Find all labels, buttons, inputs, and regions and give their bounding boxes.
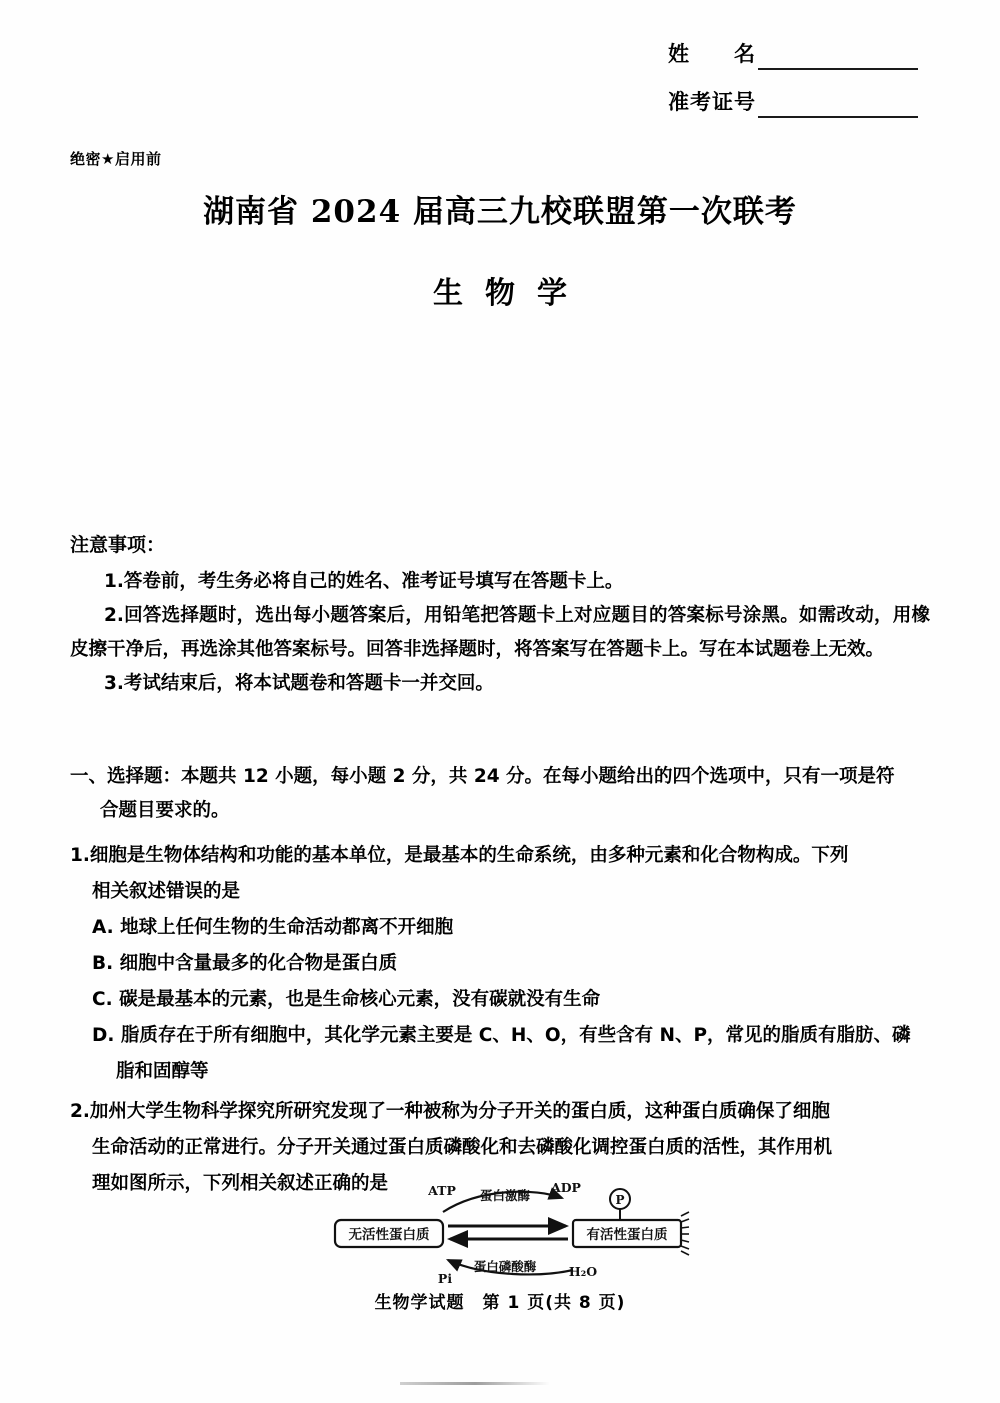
option-a-text: 地球上任何生物的生命活动都离不开细胞 [120, 917, 454, 938]
question-1 [70, 838, 932, 1090]
instructions-block [70, 530, 930, 701]
option-a-label: A. [92, 917, 114, 938]
question-1-stem-line-1: 细胞是生物体结构和功能的基本单位，是最基本的生命系统，由多种元素和化合物构成。下列 [89, 845, 849, 866]
question-2-stem-line-3: 理如图所示，下列相关叙述正确的是 [92, 1173, 389, 1194]
instruction-item-2: 2.回答选择题时，选出每小题答案后，用铅笔把答题卡上对应题目的答案标号涂黑。如需改动，用橡皮擦干净后，再选涂其他答案标号。回答非选择题时，将答案写在答题卡上。写在本试题卷上无效。 [70, 605, 930, 660]
section-heading-multiple-choice [70, 760, 932, 828]
option-d-label: D. [92, 1025, 115, 1046]
pi-label: Pi [437, 1271, 453, 1286]
page-title: 湖南省 2024 届高三九校联盟第一次联考 [203, 194, 797, 230]
exam-id-field-blank[interactable] [758, 92, 918, 118]
adp-label: ADP [551, 1182, 581, 1195]
water-label: H₂O [568, 1264, 598, 1279]
question-2-stem-line-1: 加州大学生物科学探究所研究发现了一种被称为分子开关的蛋白质，这种蛋白质确保了细胞 [89, 1101, 830, 1122]
secrecy-notice: 绝密★启用前 [70, 150, 162, 168]
option-d-text-cont: 脂和固醇等 [116, 1061, 209, 1082]
inactive-protein-label: 无活性蛋白质 [348, 1227, 430, 1243]
option-b-label: B. [92, 953, 114, 974]
question-1-stem [70, 838, 932, 910]
question-1-number: 1. [70, 845, 90, 866]
active-protein-fringe [681, 1212, 689, 1255]
protein-phosphatase-label: 蛋白磷酸酶 [473, 1259, 537, 1274]
question-2-number: 2. [70, 1101, 90, 1122]
active-protein-label: 有活性蛋白质 [586, 1227, 668, 1243]
instruction-item-3: 3.考试结束后，将本试题卷和答题卡一并交回。 [104, 673, 494, 694]
name-field-row [588, 38, 918, 70]
question-1-option-b[interactable] [70, 946, 932, 982]
instruction-item-1: 1.答卷前，考生务必将自己的姓名、准考证号填写在答题卡上。 [104, 571, 624, 592]
phosphate-label: P [615, 1193, 625, 1207]
option-c-label: C. [92, 989, 113, 1010]
protein-kinase-label: 蛋白激酶 [479, 1188, 531, 1203]
page-footer: 生物学试题 第 1 页(共 8 页) [374, 1293, 626, 1313]
question-2-stem-line-2: 生命活动的正常进行。分子开关通过蛋白质磷酸化和去磷酸化调控蛋白质的活性，其作用机 [92, 1137, 833, 1158]
atp-label: ATP [428, 1183, 456, 1198]
name-field-label: 姓 名 [668, 42, 756, 66]
question-1-option-c[interactable] [70, 982, 932, 1018]
questions-list [70, 838, 932, 1206]
option-b-text: 细胞中含量最多的化合物是蛋白质 [119, 953, 398, 974]
option-d-text: 脂质存在于所有细胞中，其化学元素主要是 C、H、O，有些含有 N、P，常见的脂质有脂肪、磷 [120, 1025, 911, 1046]
question-1-option-a[interactable] [70, 910, 932, 946]
section-heading-line-2: 合题目要求的。 [100, 800, 230, 821]
question-1-stem-line-2: 相关叙述错误的是 [92, 881, 241, 902]
name-field-blank[interactable] [758, 44, 918, 70]
exam-id-field-label: 准考证号 [668, 90, 756, 114]
section-heading-line-1: 一、选择题：本题共 12 小题，每小题 2 分，共 24 分。在每小题给出的四个选项中，只有一项是符 [70, 766, 895, 787]
option-c-text: 碳是最基本的元素，也是生命核心元素，没有碳就没有生命 [119, 989, 601, 1010]
protein-phosphorylation-diagram [330, 1182, 690, 1290]
instructions-heading: 注意事项： [70, 534, 166, 556]
question-1-option-d[interactable] [70, 1018, 932, 1090]
scan-artifact-mark [400, 1382, 550, 1385]
exam-id-field-row [588, 86, 918, 118]
subject-title: 生物学 [433, 276, 589, 311]
student-info-fields [588, 38, 918, 134]
